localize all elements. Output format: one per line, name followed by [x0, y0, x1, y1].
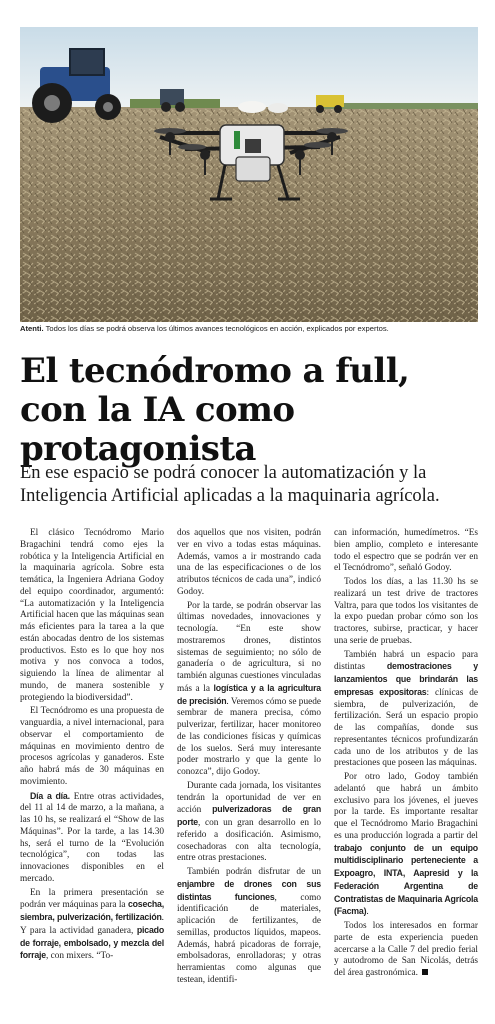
caption-text: Todos los días se podrá observa los últimos avances tecnológicos en acción, explicados por expertos.: [43, 324, 389, 333]
paragraph: También habrá un espacio para distintas demostraciones y lanzamientos que brindarán las empresas expositoras: clínicas de siembra, de pulverización, de fertilización. Será un espacio propio de las compañías, donde sus representantes técnicos profundizarán cada uno de los atributos y de las prestaciones que poseen las máquinas.: [334, 649, 478, 769]
paragraph: En la primera presentación se podrán ver máquinas para la cosecha, siembra, pulverización, fertilización. Y para la actividad ganadera, picado de forraje, embolsado, y mezcla del forraje, con mixers. “To-: [20, 887, 164, 962]
column-1: [20, 528, 164, 965]
paragraph: El Tecnódromo es una propuesta de vanguardia, a nivel internacional, para observar el comportamiento de máquinas en movimiento dentro de procesos agrícolas y ganaderos. Este año habrá más de 30 máquinas en movimiento.: [20, 706, 164, 787]
paragraph: dos aquellos que nos visiten, podrán ver en vivo a todas estas máquinas. Además, vamos a ir mostrando cada una de las especificaciones o de los atributos técnicos de cada una”, indicó Godoy.: [177, 528, 321, 597]
paragraph: También podrán disfrutar de un enjambre de drones con sus distintas funciones, como identificación de materiales, aplicación de fertilizantes, de semillas, productos líquidos, mapeos. Además, habrá picadoras de forraje, embolsadoras, enrolladoras; y otras herramientas como algunas que testean, identifi-: [177, 867, 321, 985]
end-of-article-mark: [422, 969, 428, 975]
drone-field-image: [20, 27, 478, 322]
caption-lead: Atenti.: [20, 324, 44, 333]
paragraph: Día a día. Entre otras actividades, del 11 al 14 de marzo, a la mañana, a las 10 hs, se realizará el “Show de las Máquinas”. Por la tarde, a las 14.30 hs, será el turno de la “Evolución tecnológica”, con todas las innovaciones disponibles en el mercado.: [20, 790, 164, 884]
paragraph: Por otro lado, Godoy también adelantó que habrá un ámbito exclusivo para los jóvenes, el jueves por la tarde. Es importante resaltar que el Tecnódromo Mario Bragachini es una producción lograda a partir del trabajo conjunto de un equipo multidisciplinario perteneciente a Expoagro, INTA, Aapresid y la Federación Argentina de Contratistas de Maquinaria Agrícola (Facma).: [334, 772, 478, 918]
paragraph: Por la tarde, se podrán observar las últimas novedades, innovaciones y tecnología. “En este show mostraremos drones, distintos sistemas de seguimiento; no sólo de ganadería o de agricultura, si no también algunas cuestiones vinculadas más a la logística y a la agricultura de precisión. Veremos cómo se puede sembrar de manera precisa, cómo pulverizar, fertilizar, hacer monitoreo de las condiciones físicas y químicas de los suelos. Será muy interesante poder mostrarlo y que la gente lo conozca”, dijo Godoy.: [177, 600, 322, 777]
section-lead: Día a día.: [30, 790, 70, 801]
article-photo: [20, 27, 478, 322]
paragraph: can información, humedímetros. “Es bien amplio, completo e interesante todo el espectro que se podrán ver en el Tecnódromo”, señaló Godoy.: [334, 528, 478, 574]
article-body: [20, 528, 480, 1018]
paragraph: Todos los días, a las 11.30 hs se realizará un test drive de tractores Valtra, para que todos los visitantes de la expo puedan probar cómo son los tractores, subirse, practicar, y hacer una serie de pruebas.: [334, 577, 478, 646]
article-subhead: En ese espacio se podrá conocer la automatización y la Inteligencia Artificial aplicadas a la maquinaria agrícola.: [20, 463, 440, 506]
column-2: [177, 528, 321, 989]
paragraph: Todos los interesados en formar parte de esta experiencia pueden acercarse a la Calle 7 del predio ferial y autodromo de San Nicolás, detrás del área gastronómica.: [334, 921, 478, 978]
column-3: [334, 528, 478, 982]
article-headline: El tecnódromo a full, con la IA como protagonista: [20, 351, 410, 469]
paragraph: Durante cada jornada, los visitantes tendrán la oportunidad de ver en acción pulverizadoras de gran porte, con un gran desarrollo en lo referido a dosificación. Asimismo, cosechadoras con alta tecnología, entre otras prestaciones.: [177, 780, 321, 864]
paragraph: El clásico Tecnódromo Mario Bragachini tendrá como ejes la robótica y la Inteligencia Artificial en la maquinaria agrícola. Sobre esta temática, la Ingeniera Adriana Godoy del equipo coordinador, argumentó: “La automatización y la Inteligencia Artificial hacen que las máquinas sean más eficientes para la tarea a la que están abocadas dentro de los sistemas productivos. Esto es lo que hoy nos motiva y nos convoca a todos, siguiendo la línea de alimentar al mundo, de manera sostenible y protegiendo la biodiversidad”.: [20, 528, 164, 703]
photo-caption: [20, 324, 480, 334]
